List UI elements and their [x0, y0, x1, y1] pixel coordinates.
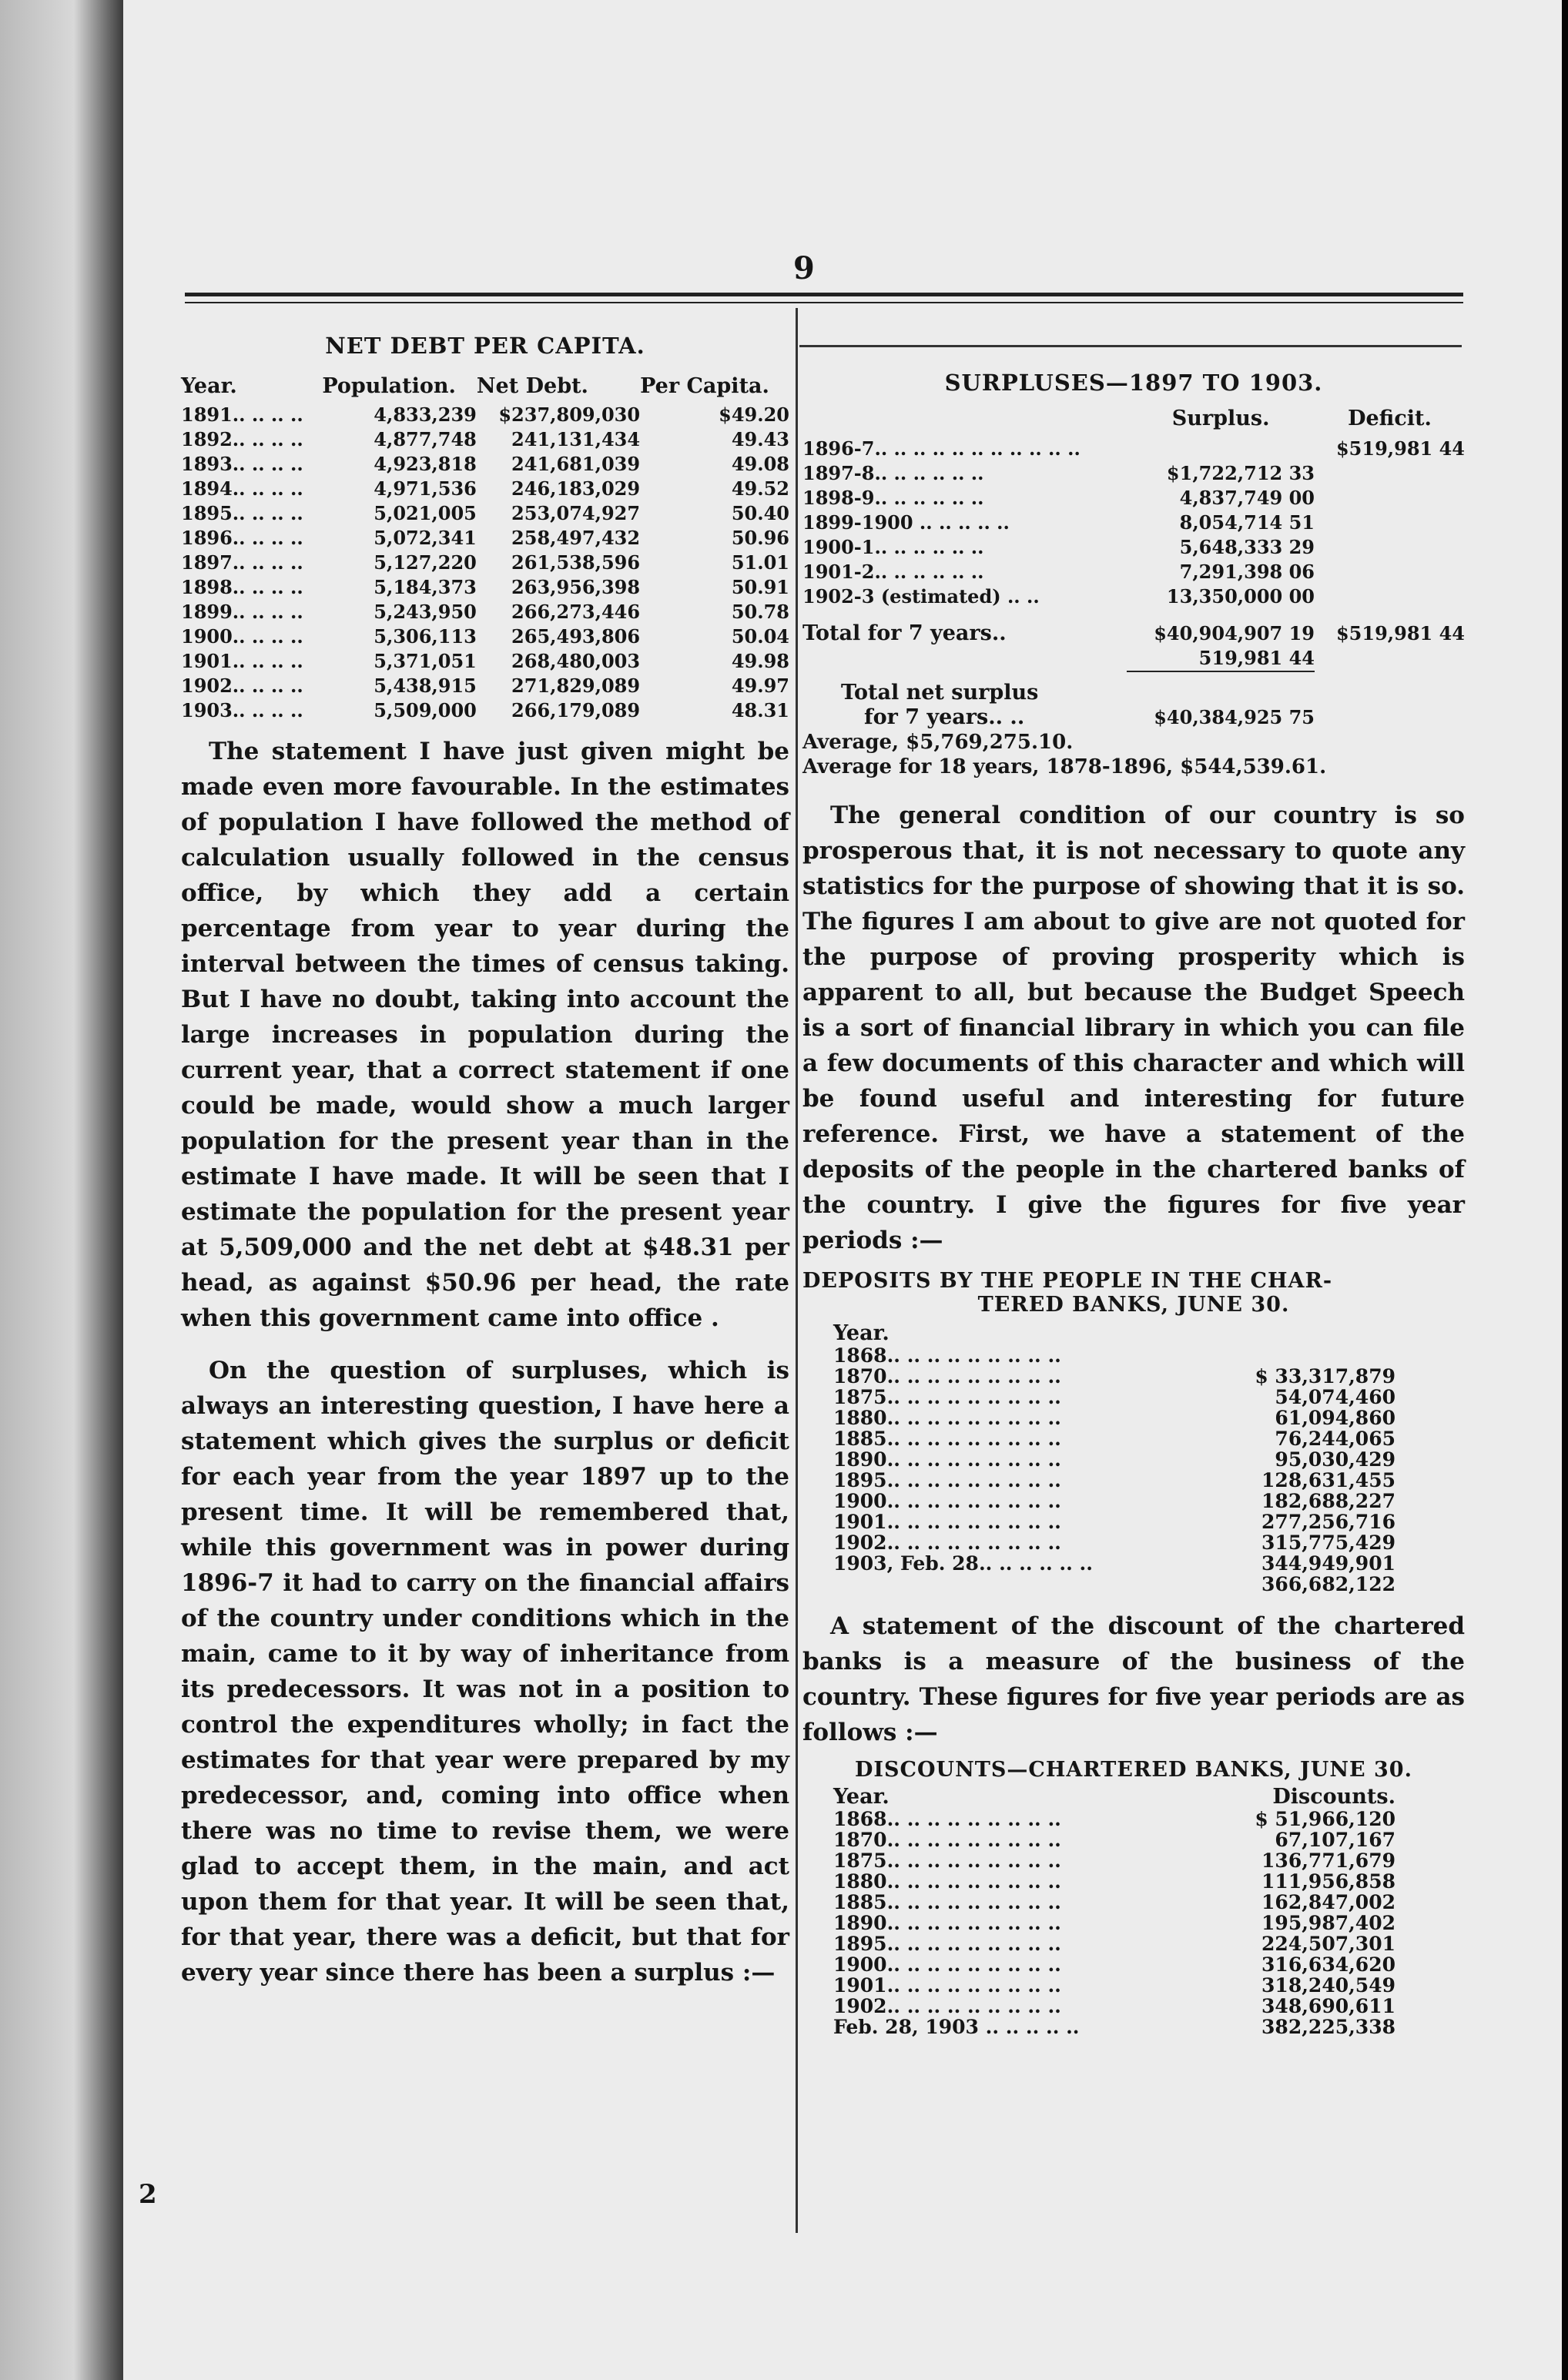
table-cell: 1895.. .. .. ..: [181, 502, 303, 524]
table-row: [833, 1470, 1395, 1491]
table-row: [833, 1850, 1395, 1871]
table-cell: 111,956,858: [1261, 1870, 1395, 1893]
paragraph-population: The statement I have just given might be made even more favourable. In the estimates of population I have followed the method of calculation usually followed in the census office, by which they add a certain percentage from year to year during the interval between the times of census taking. But I have no doubt, taking into account the large increases in population during the current year, that a correct statement if one could be made, would show a much larger population for the present year than in the estimate I have made. It will be seen that I estimate the population for the present year at 5,509,000 and the net debt at $48.31 per head, as against $50.96 per head, the rate when this government came into office .: [181, 738, 789, 1332]
table-cell: 4,971,536: [374, 477, 477, 500]
table-cell: 1902.. .. .. ..: [181, 675, 303, 697]
col-header-surplus: Surplus.: [1171, 407, 1270, 430]
table-cell: 348,690,611: [1261, 1995, 1395, 2017]
table-cell: 4,877,748: [374, 428, 477, 450]
table-cell: 1898.. .. .. ..: [181, 576, 303, 598]
document-page: [123, 0, 1562, 2380]
table-cell: 266,273,446: [511, 601, 641, 623]
table-row: [833, 1366, 1395, 1387]
table-cell: 1896-7.. .. .. .. .. .. .. .. .. .. ..: [802, 437, 1081, 460]
discounts-title: DISCOUNTS—CHARTERED BANKS, JUNE 30.: [855, 1758, 1412, 1782]
table-cell: 4,923,818: [374, 453, 477, 475]
table-cell: 1885.. .. .. .. .. .. .. .. ..: [833, 1428, 1061, 1450]
table-cell: 265,493,806: [511, 625, 641, 648]
table-cell: 1901.. .. .. .. .. .. .. .. ..: [833, 1511, 1061, 1533]
table-cell: $ 33,317,879: [1255, 1365, 1395, 1387]
table-cell: 1902.. .. .. .. .. .. .. .. ..: [833, 1531, 1061, 1554]
table-cell: 1902.. .. .. .. .. .. .. .. ..: [833, 1995, 1061, 2017]
net-surplus-row-1: [802, 671, 1465, 705]
table-cell: [1315, 535, 1465, 560]
table-cell: 50.40: [731, 502, 789, 524]
deposits-table-body: [833, 1345, 1395, 1595]
table-header-row: [181, 374, 789, 403]
table-cell: 7,291,398 06: [1179, 561, 1315, 583]
table-row: [833, 1829, 1395, 1850]
col-header-discounts: Discounts.: [1272, 1785, 1395, 1809]
table-row: [833, 1532, 1395, 1553]
table-cell: 50.78: [731, 601, 789, 623]
table-row: [181, 600, 789, 624]
paragraph-surpluses: On the question of surpluses, which is always an interesting question, I have here a statement which gives the surplus or deficit for each year from the year 1897 up to the present time. It will be remembered that, while this government was in power during 1896-7 it had to carry on the financial affairs of the country under conditions which in the main, came to it by way of inheritance from its predecessors. It was not in a position to control the expenditures wholly; in fact the estimates for that year were prepared by my predecessor, and, coming into office when there was no time to revise them, we were glad to accept them, in the main, and act upon them for that year. It will be seen that, for that year, there was a deficit, but that for every year since there has been a surplus :—: [181, 1357, 789, 1987]
table-row: [802, 560, 1465, 584]
table-cell: 4,833,239: [374, 403, 477, 426]
table-row: [833, 1996, 1395, 2017]
table-cell: 5,243,950: [374, 601, 477, 623]
table-cell: 136,771,679: [1261, 1849, 1395, 1872]
table-cell: 162,847,002: [1261, 1891, 1395, 1913]
table-row: [833, 1553, 1395, 1574]
table-cell: 1870.. .. .. .. .. .. .. .. ..: [833, 1829, 1061, 1851]
table-cell: 316,634,620: [1261, 1953, 1395, 1976]
table-row: [802, 510, 1465, 535]
table-row: [833, 1871, 1395, 1892]
deposits-title-2: TERED BANKS, JUNE 30.: [977, 1293, 1290, 1317]
table-cell: 1880.. .. .. .. .. .. .. .. ..: [833, 1870, 1061, 1893]
left-body-text: [181, 734, 789, 1990]
col-header-population: Population.: [322, 374, 456, 398]
table-cell: 258,497,432: [511, 527, 641, 549]
table-cell: 49.52: [731, 477, 789, 500]
table-row: [833, 1574, 1395, 1595]
table-row: [833, 1913, 1395, 1933]
table-cell: [1315, 510, 1465, 535]
table-cell: 50.91: [731, 576, 789, 598]
table-header-row: [833, 1321, 1395, 1345]
table-row: [181, 477, 789, 501]
table-cell: [1315, 486, 1465, 510]
table-row: [802, 461, 1465, 486]
surplus-table-title: SURPLUSES—1897 TO 1903.: [944, 370, 1323, 396]
table-cell: 50.04: [731, 625, 789, 648]
table-row: [833, 1428, 1395, 1449]
table-cell: Feb. 28, 1903 .. .. .. .. ..: [833, 2016, 1080, 2038]
table-cell: 1897-8.. .. .. .. .. ..: [802, 462, 984, 484]
table-row: [833, 1954, 1395, 1975]
table-header-row: [802, 407, 1465, 437]
table-cell: 1890.. .. .. .. .. .. .. .. ..: [833, 1448, 1061, 1471]
table-cell: 318,240,549: [1261, 1974, 1395, 1997]
surplus-table-body: [802, 437, 1465, 609]
table-cell: [1127, 437, 1315, 461]
table-cell: 128,631,455: [1261, 1469, 1395, 1491]
average-row: [802, 730, 1465, 755]
table-cell: 1901.. .. .. .. .. .. .. .. ..: [833, 1974, 1061, 1997]
net-surplus-row-2: [802, 705, 1465, 730]
table-cell: [1315, 461, 1465, 486]
net-value: $40,384,925 75: [1154, 706, 1315, 728]
table-cell: 253,074,927: [511, 502, 641, 524]
table-cell: 5,127,220: [374, 551, 477, 574]
header-rule-thin: [185, 302, 1463, 303]
table-cell: 5,509,000: [374, 699, 477, 721]
table-cell: 241,681,039: [511, 453, 641, 475]
col-header-year: Year.: [833, 1785, 890, 1809]
debt-table-title: NET DEBT PER CAPITA.: [325, 333, 645, 359]
table-row: [833, 1387, 1395, 1408]
table-cell: 1901.. .. .. ..: [181, 650, 303, 672]
total-deficit: $519,981 44: [1335, 622, 1465, 644]
table-row: [181, 501, 789, 526]
table-cell: 195,987,402: [1261, 1912, 1395, 1934]
column-divider: [796, 308, 798, 2233]
col-header-year: Year.: [181, 374, 237, 398]
table-row: [833, 2017, 1395, 2037]
table-cell: $519,981 44: [1335, 437, 1465, 460]
debt-table-body: [181, 403, 789, 723]
table-cell: 49.98: [731, 650, 789, 672]
table-cell: 49.43: [731, 428, 789, 450]
table-cell: 13,350,000 00: [1166, 585, 1315, 608]
table-row: [181, 551, 789, 575]
table-cell: 1900.. .. .. .. .. .. .. .. ..: [833, 1953, 1061, 1976]
table-cell: 5,184,373: [374, 576, 477, 598]
discounts-table-body: [833, 1809, 1395, 2037]
net-label-1: Total net surplus: [841, 681, 1039, 705]
table-row: [833, 1345, 1395, 1366]
table-cell: 5,438,915: [374, 675, 477, 697]
table-cell: 51.01: [731, 551, 789, 574]
table-cell: 1898-9.. .. .. .. .. ..: [802, 487, 984, 509]
deposits-table: [833, 1321, 1395, 1595]
table-cell: 5,306,113: [374, 625, 477, 648]
table-cell: 263,956,398: [511, 576, 641, 598]
less-deficit: 519,981 44: [1127, 646, 1315, 671]
table-cell: 5,648,333 29: [1179, 536, 1315, 558]
table-cell: 1899.. .. .. ..: [181, 601, 303, 623]
table-cell: 315,775,429: [1261, 1531, 1395, 1554]
average-2: Average for 18 years, 1878-1896, $544,539.61.: [802, 755, 1327, 778]
table-cell: $49.20: [719, 403, 789, 426]
table-cell: [1315, 560, 1465, 584]
table-cell: 1895.. .. .. .. .. .. .. .. ..: [833, 1469, 1061, 1491]
table-cell: 382,225,338: [1261, 2016, 1395, 2038]
table-cell: 1903, Feb. 28.. .. .. .. .. ..: [833, 1552, 1093, 1575]
net-debt-table: [181, 374, 789, 723]
table-row: [833, 1975, 1395, 1996]
table-cell: 1868.. .. .. .. .. .. .. .. ..: [833, 1344, 1061, 1367]
table-cell: 271,829,089: [511, 675, 641, 697]
header-rule: [185, 293, 1463, 296]
table-cell: 1891.. .. .. ..: [181, 403, 303, 426]
total-row: [802, 609, 1465, 646]
table-cell: 261,538,596: [511, 551, 641, 574]
net-label-2: for 7 years.. ..: [864, 705, 1025, 729]
col-header-blank: [802, 407, 1127, 437]
table-cell: 50.96: [731, 527, 789, 549]
left-page-edge: [0, 0, 123, 2380]
table-cell: 1894.. .. .. ..: [181, 477, 303, 500]
table-cell: 1885.. .. .. .. .. .. .. .. ..: [833, 1891, 1061, 1913]
table-cell: 1896.. .. .. ..: [181, 527, 303, 549]
table-cell: 1893.. .. .. ..: [181, 453, 303, 475]
table-cell: 49.08: [731, 453, 789, 475]
table-cell: 1880.. .. .. .. .. .. .. .. ..: [833, 1407, 1061, 1429]
table-cell: 1875.. .. .. .. .. .. .. .. ..: [833, 1386, 1061, 1408]
table-cell: $ 51,966,120: [1255, 1808, 1395, 1830]
table-header-row: [833, 1785, 1395, 1809]
table-cell: 5,072,341: [374, 527, 477, 549]
table-cell: 366,682,122: [1261, 1573, 1395, 1595]
total-surplus: $40,904,907 19: [1154, 622, 1315, 644]
table-row: [181, 575, 789, 600]
table-cell: 1875.. .. .. .. .. .. .. .. ..: [833, 1849, 1061, 1872]
table-cell: 1903.. .. .. ..: [181, 699, 303, 721]
table-row: [181, 526, 789, 551]
paragraph-discounts: A statement of the discount of the chartered banks is a measure of the business of the country. These figures for five year periods are as follows :—: [802, 1612, 1465, 1746]
table-cell: 277,256,716: [1261, 1511, 1395, 1533]
discounts-table: [833, 1785, 1395, 2037]
table-cell: 1892.. .. .. ..: [181, 428, 303, 450]
table-cell: 4,837,749 00: [1179, 487, 1315, 509]
table-cell: 266,179,089: [511, 699, 641, 721]
table-cell: 5,371,051: [374, 650, 477, 672]
right-column: [802, 323, 1465, 2037]
table-cell: $237,809,030: [498, 403, 641, 426]
surplus-table: [802, 407, 1465, 779]
total-label: Total for 7 years..: [802, 621, 1007, 645]
table-cell: 1901-2.. .. .. .. .. ..: [802, 561, 984, 583]
table-cell: 241,131,434: [511, 428, 641, 450]
table-cell: [1315, 584, 1465, 609]
table-cell: 54,074,460: [1275, 1386, 1395, 1408]
paragraph-general-condition: The general condition of our country is so prosperous that, it is not necessary to quote any statistics for the purpose of showing that it is so. The figures I am about to give are not quoted for the purpose of proving prosperity which is apparent to all, but because the Budget Speech is a sort of financial library in which you can file a few documents of this character and which will be found useful and interesting for future reference. First, we have a statement of the deposits of the people in the chartered banks of the country. I give the figures for five year periods :—: [802, 802, 1465, 1254]
table-row: [181, 649, 789, 674]
table-cell: 1900.. .. .. ..: [181, 625, 303, 648]
table-row: [802, 584, 1465, 609]
table-cell: 8,054,714 51: [1179, 511, 1315, 534]
table-cell: 246,183,029: [511, 477, 641, 500]
table-cell: 1899-1900 .. .. .. .. ..: [802, 511, 1010, 534]
col-header-year: Year.: [833, 1321, 890, 1345]
table-row: [181, 427, 789, 452]
table-row: [833, 1408, 1395, 1428]
table-cell: 1895.. .. .. .. .. .. .. .. ..: [833, 1933, 1061, 1955]
table-cell: 5,021,005: [374, 502, 477, 524]
table-cell: 224,507,301: [1261, 1933, 1395, 1955]
left-column: [181, 323, 789, 1990]
table-row: [181, 674, 789, 698]
table-cell: 268,480,003: [511, 650, 641, 672]
table-row: [181, 452, 789, 477]
table-cell: 1870.. .. .. .. .. .. .. .. ..: [833, 1365, 1061, 1387]
table-cell: 61,094,860: [1275, 1407, 1395, 1429]
table-cell: [1198, 1345, 1395, 1366]
table-cell: 1890.. .. .. .. .. .. .. .. ..: [833, 1912, 1061, 1934]
less-deficit-row: [802, 646, 1465, 671]
page-number: 9: [793, 250, 815, 286]
table-cell: $1,722,712 33: [1166, 462, 1315, 484]
col-header-net-debt: Net Debt.: [476, 374, 588, 398]
col-header-deficit: Deficit.: [1348, 407, 1432, 430]
table-cell: 95,030,429: [1275, 1448, 1395, 1471]
table-row: [181, 624, 789, 649]
table-cell: [833, 1574, 1198, 1595]
deposits-title-1: DEPOSITS BY THE PEOPLE IN THE CHAR-: [802, 1269, 1333, 1293]
table-row: [833, 1491, 1395, 1511]
table-cell: 49.97: [731, 675, 789, 697]
col-header-per-capita: Per Capita.: [640, 374, 769, 398]
footer-signature-number: 2: [139, 2179, 157, 2210]
table-row: [833, 1809, 1395, 1829]
table-cell: 1900-1.. .. .. .. .. ..: [802, 536, 984, 558]
table-row: [833, 1449, 1395, 1470]
table-cell: 1900.. .. .. .. .. .. .. .. ..: [833, 1490, 1061, 1512]
table-cell: 67,107,167: [1275, 1829, 1395, 1851]
table-cell: 48.31: [731, 699, 789, 721]
table-row: [833, 1933, 1395, 1954]
table-cell: 1902-3 (estimated) .. ..: [802, 585, 1040, 608]
table-cell: 1868.. .. .. .. .. .. .. .. ..: [833, 1808, 1061, 1830]
average-18-row: [802, 755, 1465, 779]
table-row: [833, 1511, 1395, 1532]
table-row: [833, 1892, 1395, 1913]
table-row: [181, 403, 789, 427]
table-cell: 76,244,065: [1275, 1428, 1395, 1450]
table-row: [802, 437, 1465, 461]
average-1: Average, $5,769,275.10.: [802, 731, 1074, 754]
table-cell: 182,688,227: [1261, 1490, 1395, 1512]
table-row: [802, 486, 1465, 510]
table-row: [181, 698, 789, 723]
table-row: [802, 535, 1465, 560]
table-cell: 344,949,901: [1261, 1552, 1395, 1575]
table-cell: 1897.. .. .. ..: [181, 551, 303, 574]
